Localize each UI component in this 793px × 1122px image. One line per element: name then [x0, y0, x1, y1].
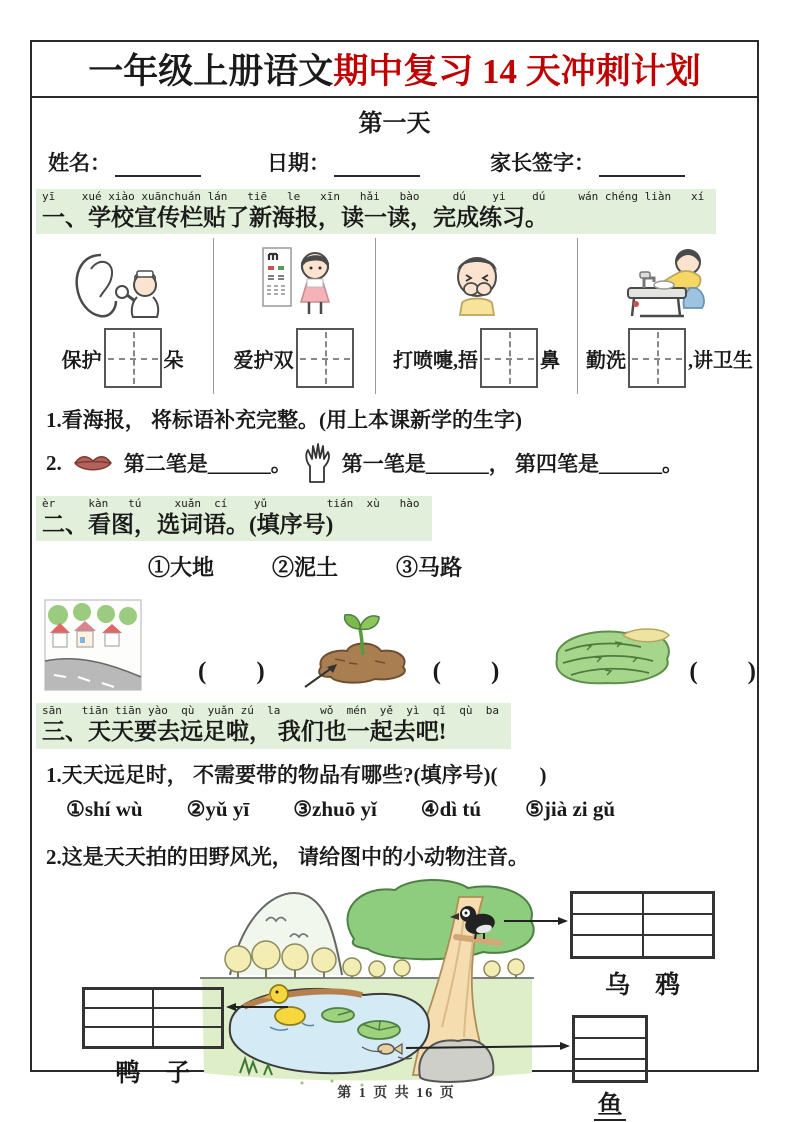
- hand-stroke-question: 第一笔是______， 第四笔是______。: [341, 452, 683, 477]
- caption-post: ,讲卫生: [688, 349, 753, 372]
- signature-label: 家长签字：: [490, 151, 595, 175]
- date-label: 日期：: [267, 151, 330, 175]
- duck-pinyin-grid[interactable]: [82, 987, 224, 1049]
- field-scene: [32, 877, 757, 1117]
- caption-pre: 爱护双: [233, 349, 294, 372]
- poster-caption: [393, 328, 560, 388]
- poster-cell-nose: [375, 238, 577, 394]
- hand-icon: [302, 442, 332, 484]
- section2-title: 二、看图，选词语。(填序号): [42, 511, 334, 537]
- section1-header: [36, 189, 716, 234]
- section2-pinyin: èr kàn tú xuǎn cí yǔ tián xù hào: [42, 497, 420, 511]
- day-heading: 第一天: [358, 111, 431, 137]
- name-blank[interactable]: [115, 153, 201, 177]
- writing-grid[interactable]: [296, 328, 354, 388]
- word-option-1: ①大地: [148, 555, 215, 581]
- caption-pre: 勤洗: [586, 349, 626, 372]
- page-title-red: 期中复习 14 天冲刺计划: [333, 52, 701, 91]
- poster-cell-ear: [32, 238, 213, 394]
- answer-bracket[interactable]: ( ): [198, 658, 265, 686]
- pinyin-option-5: ⑤jià zi gǔ: [525, 796, 616, 821]
- info-row: [32, 145, 757, 177]
- poster-caption: [62, 328, 184, 388]
- pinyin-option-3: ③zhuō yǐ: [293, 796, 377, 821]
- section3-header: [36, 703, 511, 748]
- signature-blank[interactable]: [599, 153, 685, 177]
- hand-washing-icon: [610, 242, 730, 328]
- caption-pre: 打喷嚏,捂: [393, 349, 478, 372]
- pinyin-options: [66, 797, 757, 831]
- section3-question1[interactable]: 1.天天远足时， 不需要带的物品有哪些?(填序号)( ): [46, 762, 547, 787]
- word-option-2: ②泥土: [272, 555, 339, 581]
- caption-post: 鼻: [540, 349, 560, 372]
- writing-grid[interactable]: [628, 328, 686, 388]
- word-option-3: ③马路: [396, 555, 463, 581]
- fish-label-text: 鱼: [594, 1092, 625, 1121]
- crow-pinyin-grid[interactable]: [570, 891, 715, 959]
- section3-question2: 2.这是天天拍的田野风光， 请给图中的小动物注音。: [46, 844, 529, 869]
- sprout-soil-icon: [291, 597, 431, 691]
- field-land-icon: [545, 613, 679, 691]
- duck-label: 鸭 子: [115, 1059, 191, 1087]
- road-houses-icon: [44, 599, 142, 691]
- caption-pre: 保护: [61, 349, 102, 372]
- lips-icon: [72, 452, 114, 474]
- pinyin-option-4: ④dì tú: [420, 796, 482, 821]
- section2-header: [36, 496, 432, 541]
- section1-title: 一、学校宣传栏贴了新海报，读一读，完成练习。: [42, 204, 548, 230]
- lips-stroke-question: 第二笔是______。: [123, 452, 292, 477]
- section1-question2[interactable]: [32, 440, 757, 486]
- page-number: 第 1 页 共 16 页: [337, 1086, 456, 1101]
- eye-chart-girl-icon: [245, 242, 345, 328]
- question2-number: 2.: [46, 450, 62, 475]
- crow-label: 乌 鸦: [604, 971, 680, 999]
- poster-caption: [586, 328, 753, 388]
- pinyin-option-1: ①shí wù: [66, 796, 143, 821]
- poster-strip: [32, 238, 757, 394]
- poster-cell-eyes: [213, 238, 375, 394]
- page-title-black: 一年级上册语文: [88, 52, 334, 91]
- name-label: 姓名：: [48, 151, 111, 175]
- section3-pinyin: sān tiān tiān yào qù yuǎn zú la wǒ mén yě yì qǐ qù ba: [42, 704, 499, 718]
- ear-checkup-icon: [67, 242, 179, 328]
- section1-pinyin: yī xué xiào xuānchuán lán tiē le xīn hǎi bào dú yi dú wán chéng liàn xí: [42, 190, 705, 203]
- page-title: [32, 42, 757, 98]
- picture-options-row: [32, 591, 757, 691]
- answer-bracket[interactable]: ( ): [432, 658, 500, 686]
- fish-pinyin-grid[interactable]: [572, 1015, 648, 1083]
- pinyin-option-2: ②yǔ yī: [186, 796, 250, 821]
- writing-grid[interactable]: [104, 328, 162, 388]
- section3-title: 三、天天要去远足啦， 我们也一起去吧!: [42, 719, 447, 745]
- poster-caption: [234, 328, 356, 388]
- word-options: [148, 551, 757, 583]
- sneezing-girl-icon: [432, 242, 522, 328]
- section1-question1: 1.看海报， 将标语补充完整。(用上本课新学的生字): [46, 408, 522, 433]
- answer-bracket[interactable]: ( ): [689, 658, 756, 686]
- caption-post: 朵: [163, 349, 184, 372]
- date-blank[interactable]: [334, 153, 420, 177]
- poster-cell-hands: [577, 238, 761, 394]
- writing-grid[interactable]: [480, 328, 538, 388]
